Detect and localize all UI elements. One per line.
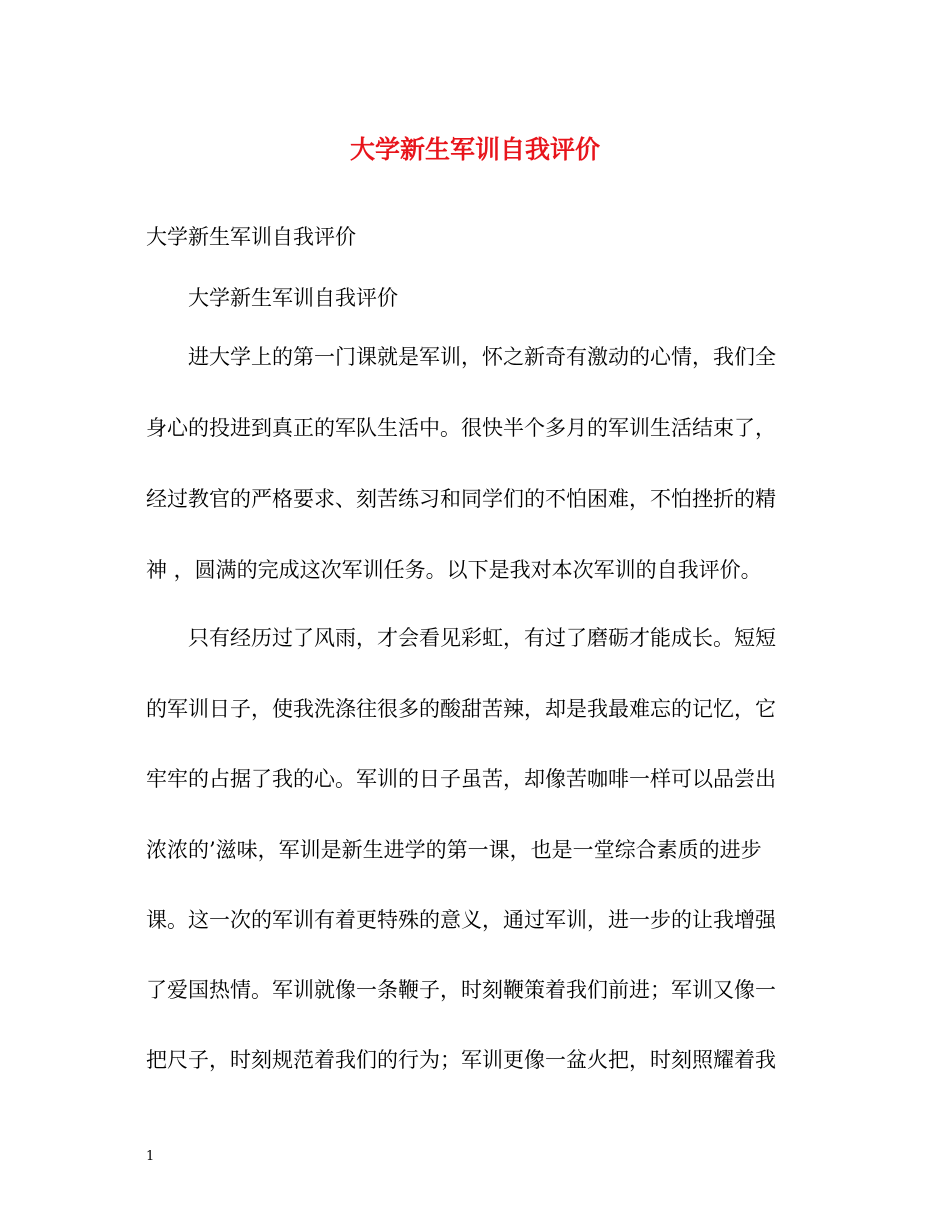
paragraph-2-line-3: 牢牢的占据了我的心。军训的日子虽苦，却像苦咖啡一样可以品尝出 [146, 767, 776, 791]
paragraph-2-line-5: 课。这一次的军训有着更特殊的意义，通过军训，进一步的让我增强 [146, 908, 776, 932]
document-title: 大学新生军训自我评价 [349, 135, 600, 164]
paragraph-1-line-3: 经过教官的严格要求、刻苦练习和同学们的不怕困难，不怕挫折的精 [146, 487, 776, 511]
heading: 大学新生军训自我评价 [146, 225, 356, 249]
paragraph-1-line-4: 神 ，圆满的完成这次军训任务。以下是我对本次军训的自我评价。 [146, 558, 762, 582]
paragraph-1-line-1: 进大学上的第一门课就是军训，怀之新奇有激动的心情，我们全 [188, 345, 776, 369]
paragraph-2-line-1: 只有经历过了风雨，才会看见彩虹，有过了磨砺才能成长。短短 [188, 626, 776, 650]
page-number: 1 [146, 1149, 155, 1164]
paragraph-2-line-6: 了爱国热情。军训就像一条鞭子，时刻鞭策着我们前进；军训又像一 [146, 978, 776, 1002]
paragraph-2-line-2: 的军训日子，使我洗涤往很多的酸甜苦辣，却是我最难忘的记忆，它 [146, 697, 776, 721]
subheading: 大学新生军训自我评价 [188, 286, 398, 310]
paragraph-1-line-2: 身心的投进到真正的军队生活中。很快半个多月的军训生活结束了， [146, 416, 776, 440]
paragraph-2-line-7: 把尺子，时刻规范着我们的行为；军训更像一盆火把，时刻照耀着我 [146, 1048, 776, 1072]
paragraph-2-line-4: 浓浓的’滋味，军训是新生进学的第一课，也是一堂综合素质的进步 [146, 838, 762, 862]
